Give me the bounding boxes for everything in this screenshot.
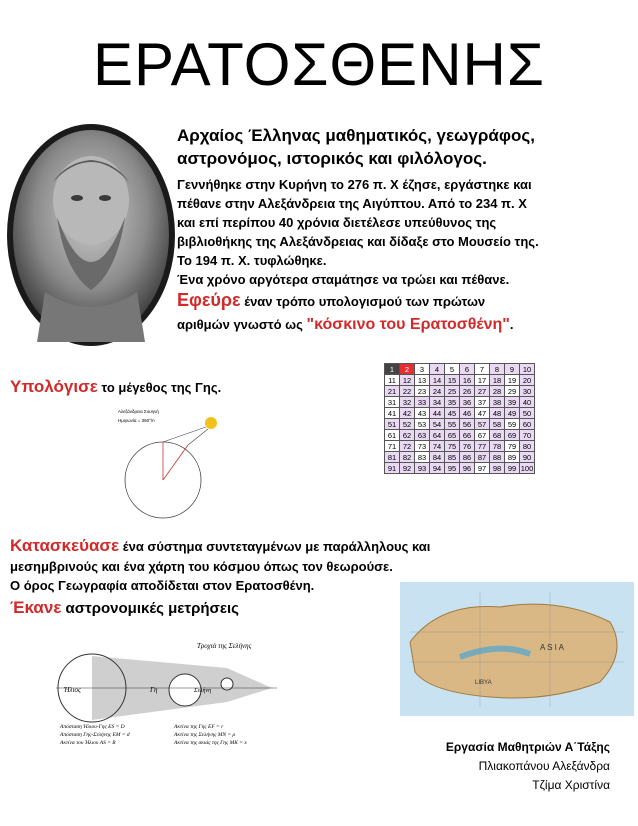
bio-lead-2: αστρονόμος, ιστορικός και φιλόλογος. — [177, 149, 487, 168]
bio-line-1: Γεννήθηκε στην Κυρήνη το 276 π. Χ έζησε, εργάστηκε και — [177, 177, 532, 192]
legend-left-3: Ακτίνα του Ήλιου AS = R — [60, 740, 116, 746]
built-text: ένα σύστημα συντεταγμένων με παράλληλους και — [119, 539, 431, 554]
built-line-2: μεσημβρινούς και ένα χάρτη του κόσμου όπως τον θεωρούσε. — [10, 559, 393, 574]
credits-name-1: Πλιακοπάνου Αλεξάνδρα — [478, 759, 610, 773]
invented-text: έναν τρόπο υπολογισμού των πρώτων — [240, 294, 486, 309]
legend-right-3: Ακτίνα της σκιάς της Γης MK = x — [174, 740, 247, 746]
legend-right-2: Ακτίνα της Σελήνης MN = ρ — [174, 732, 236, 738]
moon-label: Σελήνη — [194, 688, 212, 694]
built-line-3: Ο όρος Γεωγραφία αποδίδεται στον Ερατοσθένη. — [10, 578, 315, 593]
period: . — [509, 317, 514, 332]
bio-line-2: πέθανε στην Αλεξάνδρεια της Αιγύπτου. Από το 234 π. Χ — [177, 196, 527, 211]
moon-path-label: Τροχιά της Σελήνης — [197, 642, 252, 650]
legend-right-1: Ακτίνα της Γης EF = r — [174, 724, 224, 730]
diagram1-label-1: Αλεξάνδρεια Σουηνή — [118, 409, 159, 414]
calc-text: το μέγεθος της Γης. — [97, 380, 222, 395]
invented-text-2: αριθμών γνωστό ως — [177, 317, 307, 332]
sieve-grid: 1 2 3 4 5 6 7 8 9 10 11 12 13 14 15 16 17 18 19 20 21 22 23 24 25 26 27 28 29 30 31 32 33 34 35 36 37 38 39 40 41 42 43 44 45 46 47 48 49 50 51 52 53 54 55 56 57 58 59 60 61 62 63 64 65 66 67 68 69 70 71 72 73 74 75 76 77 78 79 80 81 82 83 84 85 86 87 88 89 90 91 92 93 94 95 96 97 98 99 100 — [384, 363, 535, 474]
invented-word: Εφεύρε — [177, 290, 241, 310]
map-label-libya: LIBYA — [475, 680, 492, 686]
sun-label: Ήλιος — [64, 686, 81, 694]
map-label-asia: A S I A — [540, 643, 565, 652]
earth-label: Γη — [150, 686, 158, 694]
made-text: αστρονομικές μετρήσεις — [61, 600, 239, 617]
diagram1-label-2: Ημιγωνία = 360°/n — [118, 418, 155, 423]
built-word: Κατασκεύασε — [10, 536, 120, 555]
legend-left-1: Απόσταση Ήλιου-Γης ES = D — [60, 724, 125, 730]
bio-lead-1: Αρχαίος Έλληνας μαθηματικός, γεωγράφος, — [177, 126, 535, 145]
page-title: ΕΡΑΤΟΣΘΕΝΗΣ — [93, 31, 545, 98]
credits-name-2: Τζίμα Χριστίνα — [532, 778, 610, 792]
calc-word: Υπολόγισε — [10, 377, 98, 396]
legend-left-2: Απόσταση Γης-Σελήνης EM = d — [60, 732, 130, 738]
bio-line-3: και επί περίπου 40 χρόνια διετέλεσε υπεύθυνος της — [177, 215, 497, 230]
portrait-image — [5, 122, 177, 348]
world-map — [400, 582, 634, 716]
sieve-name: "κόσκινο του Ερατοσθένη" — [306, 316, 510, 333]
credits-work: Εργασία Μαθητριών Α΄Τάξης — [445, 740, 610, 754]
bio-line-6: Ένα χρόνο αργότερα σταμάτησε να τρώει και πέθανε. — [177, 272, 510, 287]
astronomy-diagram — [52, 640, 302, 755]
earth-measure-diagram — [108, 405, 238, 520]
made-word: Έκανε — [10, 598, 62, 617]
bio-line-5: Το 194 π. Χ. τυφλώθηκε. — [177, 253, 327, 268]
bio-line-4: βιβλιοθήκης της Αλεξάνδρειας και δίδαξε στο Μουσείο της. — [177, 234, 539, 249]
